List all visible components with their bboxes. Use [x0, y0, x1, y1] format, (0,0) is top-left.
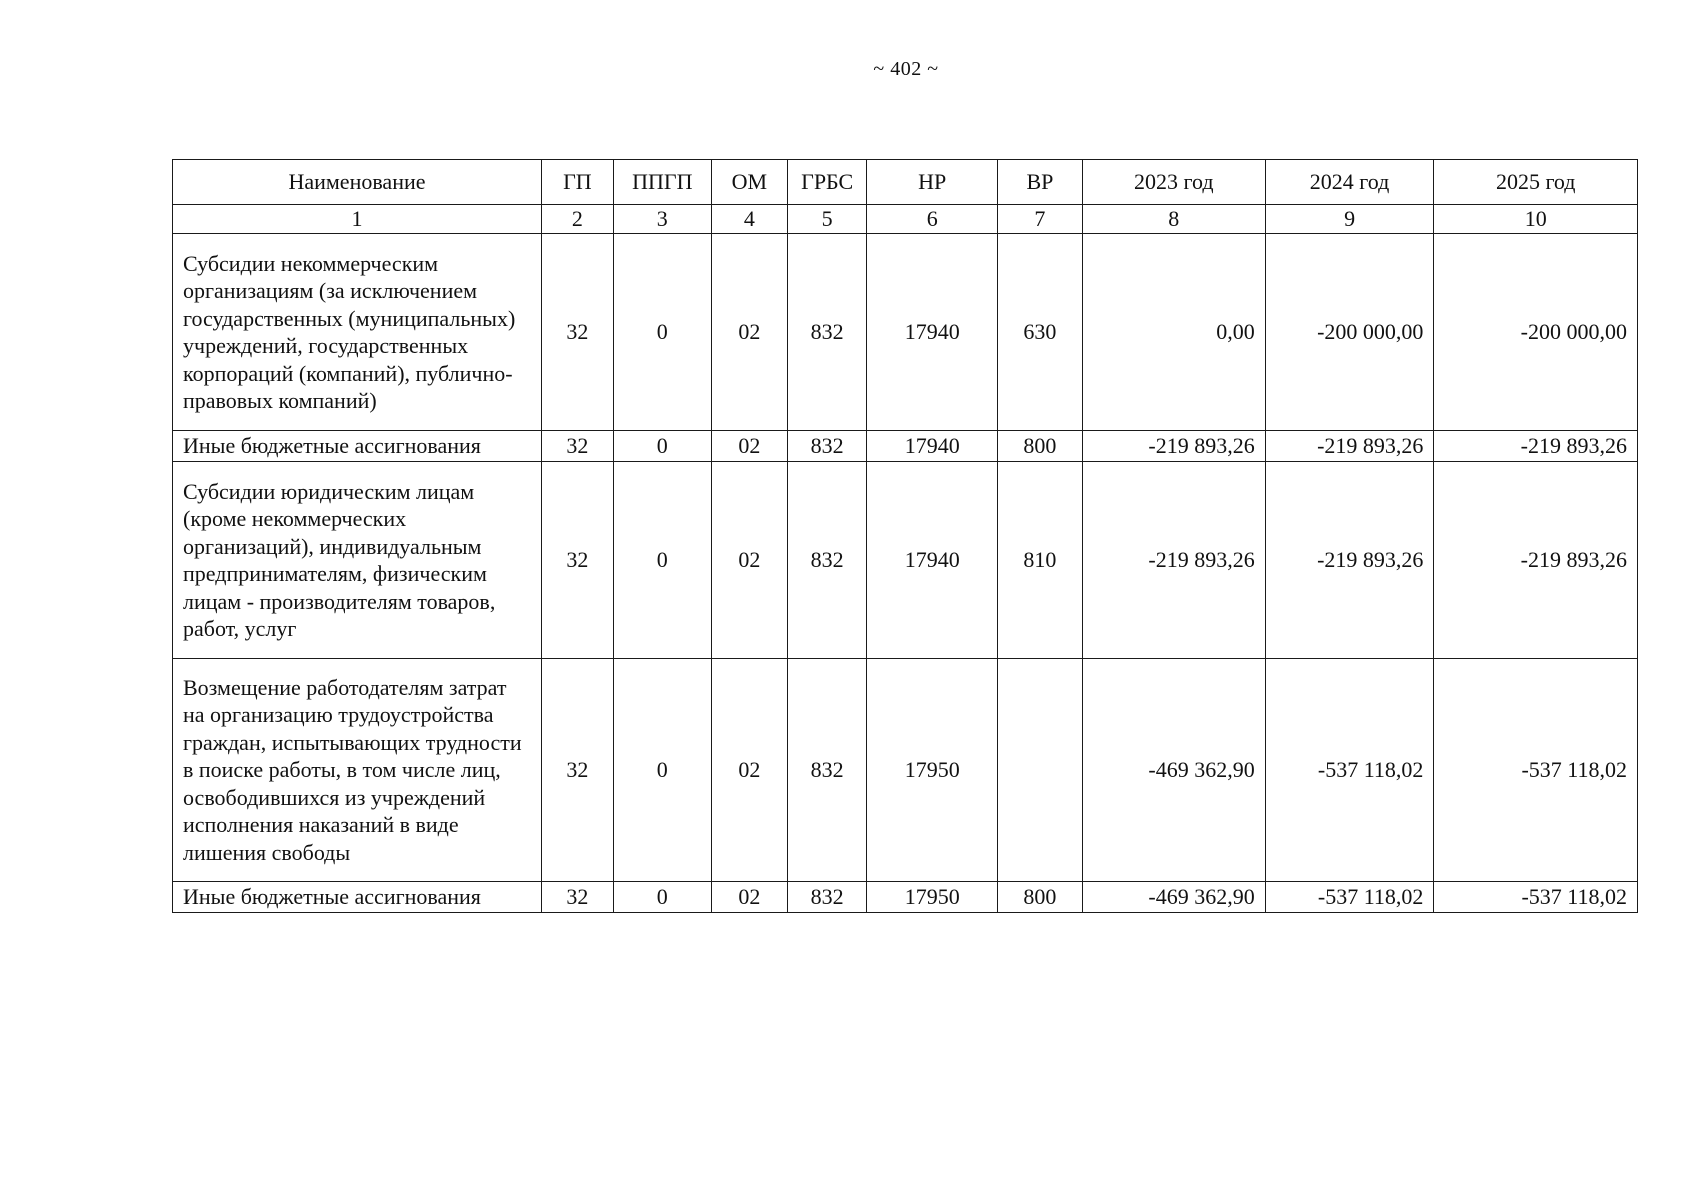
row-ppgp: 0	[613, 659, 711, 882]
row-vr	[997, 659, 1082, 882]
column-number: 9	[1265, 205, 1434, 234]
row-grbs: 832	[787, 462, 866, 659]
row-gp: 32	[541, 462, 613, 659]
row-om: 02	[711, 431, 787, 462]
row-amount-2024: -537 118,02	[1265, 882, 1434, 913]
table-row	[173, 234, 1638, 431]
column-number: 7	[997, 205, 1082, 234]
table-row	[173, 431, 1638, 462]
row-om: 02	[711, 882, 787, 913]
header-om: ОМ	[711, 160, 787, 205]
row-vr: 800	[997, 431, 1082, 462]
row-grbs: 832	[787, 431, 866, 462]
row-amount-2023: -469 362,90	[1082, 882, 1265, 913]
header-2024: 2024 год	[1265, 160, 1434, 205]
page-number: ~ 402 ~	[873, 58, 939, 80]
header-2023: 2023 год	[1082, 160, 1265, 205]
header-vr: ВР	[997, 160, 1082, 205]
row-gp: 32	[541, 431, 613, 462]
row-ppgp: 0	[613, 462, 711, 659]
row-amount-2023: -219 893,26	[1082, 431, 1265, 462]
row-amount-2023: 0,00	[1082, 234, 1265, 431]
header-name: Наименование	[173, 160, 542, 205]
row-amount-2025: -219 893,26	[1434, 431, 1638, 462]
table-row	[173, 659, 1638, 882]
row-ppgp: 0	[613, 431, 711, 462]
row-ppgp: 0	[613, 882, 711, 913]
row-vr: 800	[997, 882, 1082, 913]
row-ppgp: 0	[613, 234, 711, 431]
row-amount-2025: -219 893,26	[1434, 462, 1638, 659]
row-name: Субсидии юридическим лицам (кроме некоммерческих организаций), индивидуальным предпринимателям, физическим лицам - производителям товаров, работ, услуг	[173, 462, 542, 659]
header-ppgp: ППГП	[613, 160, 711, 205]
header-grbs: ГРБС	[787, 160, 866, 205]
column-number: 8	[1082, 205, 1265, 234]
row-name: Возмещение работодателям затрат на организацию трудоустройства граждан, испытывающих трудности в поиске работы, в том числе лиц, освободившихся из учреждений исполнения наказаний в виде лишения свободы	[173, 659, 542, 882]
row-gp: 32	[541, 659, 613, 882]
column-number: 6	[867, 205, 998, 234]
header-row	[173, 160, 1638, 205]
row-name: Субсидии некоммерческим организациям (за исключением государственных (муниципальных) учреждений, государственных корпораций (компаний), публично-правовых компаний)	[173, 234, 542, 431]
row-vr: 630	[997, 234, 1082, 431]
row-om: 02	[711, 234, 787, 431]
row-nr: 17940	[867, 431, 998, 462]
row-amount-2024: -200 000,00	[1265, 234, 1434, 431]
row-amount-2025: -537 118,02	[1434, 659, 1638, 882]
row-amount-2023: -219 893,26	[1082, 462, 1265, 659]
column-number: 10	[1434, 205, 1638, 234]
row-nr: 17940	[867, 234, 998, 431]
row-gp: 32	[541, 882, 613, 913]
row-grbs: 832	[787, 659, 866, 882]
column-number: 1	[173, 205, 542, 234]
row-nr: 17950	[867, 882, 998, 913]
row-nr: 17940	[867, 462, 998, 659]
row-amount-2025: -537 118,02	[1434, 882, 1638, 913]
header-nr: НР	[867, 160, 998, 205]
row-amount-2025: -200 000,00	[1434, 234, 1638, 431]
column-number-row	[173, 205, 1638, 234]
row-amount-2024: -219 893,26	[1265, 431, 1434, 462]
row-vr: 810	[997, 462, 1082, 659]
table-row	[173, 882, 1638, 913]
row-name: Иные бюджетные ассигнования	[173, 431, 542, 462]
row-grbs: 832	[787, 234, 866, 431]
table-row	[173, 462, 1638, 659]
column-number: 4	[711, 205, 787, 234]
header-gp: ГП	[541, 160, 613, 205]
row-name: Иные бюджетные ассигнования	[173, 882, 542, 913]
header-2025: 2025 год	[1434, 160, 1638, 205]
row-gp: 32	[541, 234, 613, 431]
row-om: 02	[711, 659, 787, 882]
budget-table	[172, 159, 1638, 913]
row-nr: 17950	[867, 659, 998, 882]
column-number: 2	[541, 205, 613, 234]
row-grbs: 832	[787, 882, 866, 913]
column-number: 5	[787, 205, 866, 234]
row-amount-2023: -469 362,90	[1082, 659, 1265, 882]
row-amount-2024: -537 118,02	[1265, 659, 1434, 882]
row-om: 02	[711, 462, 787, 659]
column-number: 3	[613, 205, 711, 234]
row-amount-2024: -219 893,26	[1265, 462, 1434, 659]
